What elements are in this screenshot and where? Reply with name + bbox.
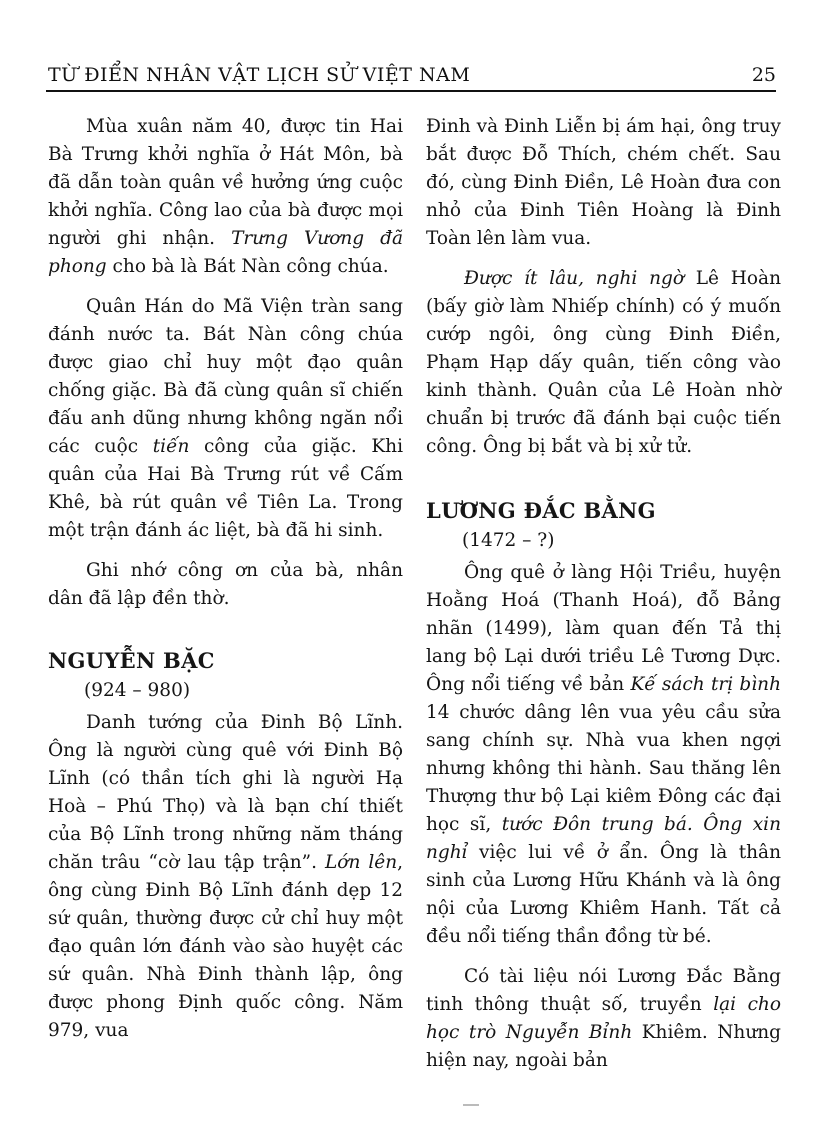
right-column <box>426 113 781 1087</box>
scan-smudge <box>463 1104 479 1106</box>
paragraph: Ông quê ở làng Hội Triều, huyện Hoằng Hoá (Thanh Hoá), đỗ Bảng nhãn (1499), làm quan đến Tả thị lang bộ Lại dưới triều Lê Tương Dực. Ông nổi tiếng về bản Kế sách trị bình 14 chước dâng lên vua yêu cầu sửa sang chính sự. Nhà vua khen ngợi nhưng không thi hành. Sau thăng lên Thượng thư bộ Lại kiêm Đông các đại học sĩ, tước Đôn trung bá. Ông xin nghỉ việc lui về ở ẩn. Ông là thân sinh của Lương Hữu Khánh và là ông nội của Lương Khiêm Hanh. Tất cả đều nổi tiếng thần đồng từ bé. <box>426 562 781 947</box>
running-title: TỪ ĐIỂN NHÂN VẬT LỊCH SỬ VIỆT NAM <box>48 64 471 86</box>
page-number: 25 <box>751 64 776 86</box>
entry-heading: LƯƠNG ĐẮC BẰNG <box>426 498 656 523</box>
paragraph: Danh tướng của Đinh Bộ Lĩnh. Ông là người cùng quê với Đinh Bộ Lĩnh (có thần tích ghi là người Hạ Hoà – Phú Thọ) và là bạn chí thiết của Bộ Lĩnh trong những năm tháng chăn trâu “cờ lau tập trận”. Lớn lên, ông cùng Đinh Bộ Lĩnh đánh dẹp 12 sứ quân, thường được cử chỉ huy một đạo quân lớn đánh vào sào huyệt các sứ quân. Nhà Đinh thành lập, ông được phong Định quốc công. Năm 979, vua <box>48 712 404 1041</box>
entry-heading: NGUYỄN BẶC <box>48 648 215 673</box>
paragraph: Mùa xuân năm 40, được tin Hai Bà Trưng khởi nghĩa ở Hát Môn, bà đã dẫn toàn quân về hưởng ứng cuộc khởi nghĩa. Công lao của bà được mọi người ghi nhận. Trưng Vương đã phong cho bà là Bát Nàn công chúa. <box>48 116 403 277</box>
page-header <box>46 50 776 92</box>
paragraph: Được ít lâu, nghi ngờ Lê Hoàn (bấy giờ làm Nhiếp chính) có ý muốn cướp ngôi, ông cùng Đinh Điền, Phạm Hạp dấy quân, tiến công vào kinh thành. Quân của Lê Hoàn nhờ chuẩn bị trước đã đánh bại cuộc tiến công. Ông bị bắt và bị xử tử. <box>426 268 781 457</box>
paragraph: Đinh và Đinh Liễn bị ám hại, ông truy bắt được Đỗ Thích, chém chết. Sau đó, cùng Đinh Điền, Lê Hoàn đưa con nhỏ của Đinh Tiên Hoàng là Đinh Toàn lên làm vua. <box>426 116 781 249</box>
entry-dates: (1472 – ?) <box>462 530 555 551</box>
paragraph: Có tài liệu nói Lương Đắc Bằng tinh thông thuật số, truyền lại cho học trò Nguyễn Bỉnh Khiêm. Nhưng hiện nay, ngoài bản <box>426 966 781 1071</box>
paragraph: Ghi nhớ công ơn của bà, nhân dân đã lập đền thờ. <box>48 560 403 609</box>
entry-dates: (924 – 980) <box>84 680 191 701</box>
left-column <box>48 113 403 1057</box>
paragraph: Quân Hán do Mã Viện tràn sang đánh nước ta. Bát Nàn công chúa được giao chỉ huy một đạo quân chống giặc. Bà đã cùng quân sĩ chiến đấu anh dũng nhưng không ngăn nổi các cuộc tiến công của giặc. Khi quân của Hai Bà Trưng rút về Cấm Khê, bà rút quân về Tiên La. Trong một trận đánh ác liệt, bà đã hi sinh. <box>48 296 403 541</box>
